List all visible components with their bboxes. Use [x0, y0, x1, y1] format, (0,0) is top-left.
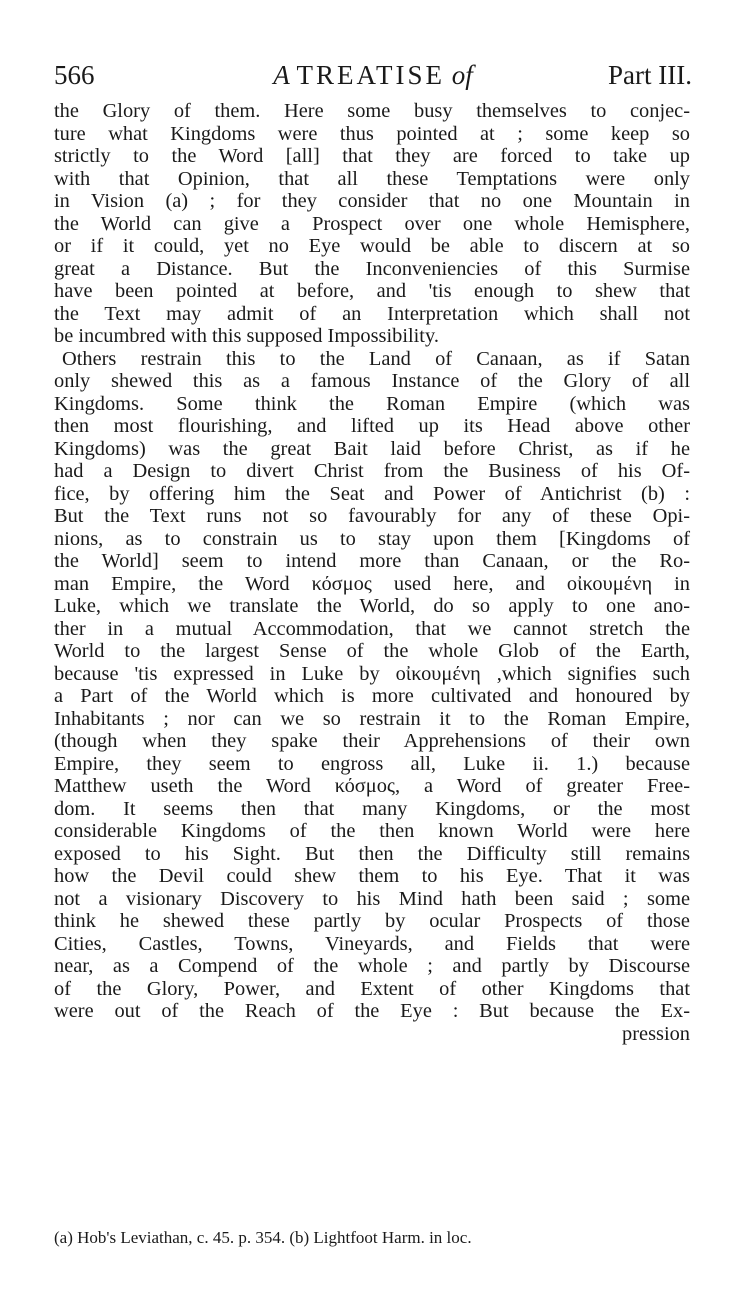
text-line: ture what Kingdoms were thus pointed at ; some keep so — [54, 122, 690, 145]
text-line: think he shewed these partly by ocular Prospects of those — [54, 910, 690, 932]
text-line: (though when they spake their Apprehensions of their own — [54, 730, 690, 752]
running-title — [54, 60, 692, 91]
catchword: pression — [622, 1022, 690, 1045]
text-line: Others restrain this to the Land of Canaan, as if Satan — [62, 347, 690, 370]
body-text — [54, 100, 690, 1045]
page-number: 566 — [54, 60, 95, 90]
text-line: only shewed this as a famous Instance of the Glory of all — [54, 370, 690, 392]
footnotes: (a) Hob's Leviathan, c. 45. p. 354. (b) Lightfoot Harm. in loc. — [54, 1228, 472, 1247]
text-line: Inhabitants ; nor can we so restrain it to the Roman Empire, — [54, 707, 690, 730]
text-line: had a Design to divert Christ from the Business of his Of- — [54, 460, 690, 482]
text-line: in Vision (a) ; for they consider that no one Mountain in — [54, 190, 690, 212]
text-line: Cities, Castles, Towns, Vineyards, and Fields that were — [54, 932, 690, 955]
running-header — [54, 60, 692, 100]
text-line: were out of the Reach of the Eye : But because the Ex- — [54, 1000, 690, 1022]
text-line: Kingdoms. Some think the Roman Empire (which was — [54, 392, 690, 415]
text-line: of the Glory, Power, and Extent of other Kingdoms that — [54, 977, 690, 1000]
text-line: or if it could, yet no Eye would be able to discern at so — [54, 235, 690, 257]
text-line: Kingdoms) was the great Bait laid before Christ, as if he — [54, 437, 690, 460]
text-line: considerable Kingdoms of the then known World were here — [54, 820, 690, 842]
text-line: dom. It seems then that many Kingdoms, or the most — [54, 797, 690, 820]
text-line: great a Distance. But the Inconveniencies of this Surmise — [54, 257, 690, 280]
text-line: nions, as to constrain us to stay upon them [Kingdoms of — [54, 527, 690, 550]
text-line: World to the largest Sense of the whole Glob of the Earth, — [54, 640, 690, 662]
text-line: man Empire, the Word κόσμος used here, and οἰκουμένη in — [54, 572, 690, 595]
text-line: be incumbred with this supposed Impossibility. — [54, 325, 439, 347]
text-line: Luke, which we translate the World, do so apply to one ano- — [54, 595, 690, 617]
text-line: exposed to his Sight. But then the Difficulty still remains — [54, 842, 690, 865]
text-line: then most flourishing, and lifted up its Head above other — [54, 415, 690, 437]
text-line: fice, by offering him the Seat and Power of Antichrist (b) : — [54, 482, 690, 505]
text-line: Matthew useth the Word κόσμος, a Word of greater Free- — [54, 775, 690, 797]
title-of: of — [451, 60, 473, 90]
text-line: not a visionary Discovery to his Mind hath been said ; some — [54, 887, 690, 910]
text-line: the Text may admit of an Interpretation which shall not — [54, 302, 690, 325]
part-label: Part III. — [608, 60, 692, 90]
text-line: have been pointed at before, and 'tis enough to shew that — [54, 280, 690, 302]
text-line: the World can give a Prospect over one whole Hemisphere, — [54, 212, 690, 235]
text-line: a Part of the World which is more cultivated and honoured by — [54, 685, 690, 707]
text-line: because 'tis expressed in Luke by οἰκουμένη ,which signifies such — [54, 662, 690, 685]
text-line: strictly to the Word [all] that they are forced to take up — [54, 145, 690, 167]
title-word: TREATISE — [296, 60, 445, 90]
text-line: ther in a mutual Accommodation, that we cannot stretch the — [54, 617, 690, 640]
title-article: A — [273, 60, 290, 90]
text-line: how the Devil could shew them to his Eye. That it was — [54, 865, 690, 887]
text-line: near, as a Compend of the whole ; and partly by Discourse — [54, 955, 690, 977]
text-line: the World] seem to intend more than Canaan, or the Ro- — [54, 550, 690, 572]
text-line: with that Opinion, that all these Temptations were only — [54, 167, 690, 190]
text-line: But the Text runs not so favourably for any of these Opi- — [54, 505, 690, 527]
text-line: the Glory of them. Here some busy themselves to conjec- — [54, 100, 690, 122]
text-line: Empire, they seem to engross all, Luke ii. 1.) because — [54, 752, 690, 775]
